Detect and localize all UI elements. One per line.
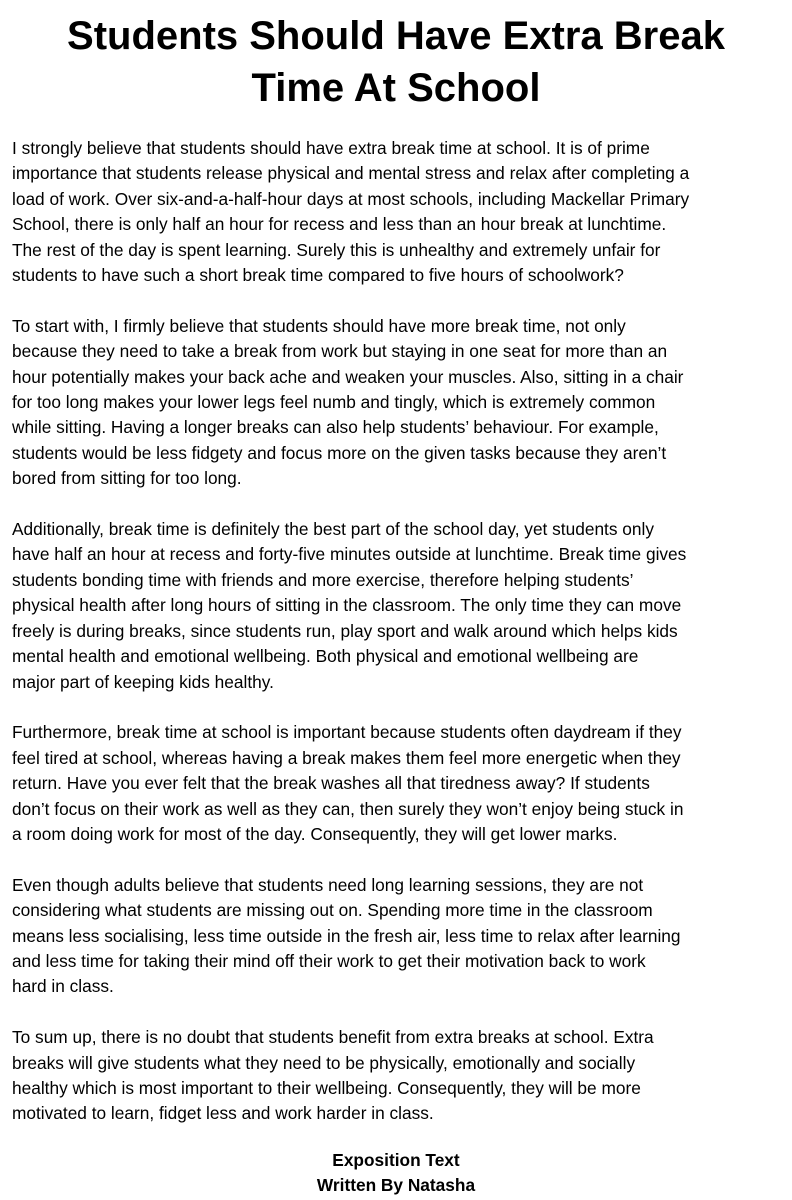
paragraph-line: hour potentially makes your back ache and weaken your muscles. Also, sitting in a chair <box>12 366 684 387</box>
paragraph-line: considering what students are missing out on. Spending more time in the classroom <box>12 900 653 921</box>
paragraph-5 <box>12 873 782 1000</box>
genre-label: Exposition Text <box>332 1150 460 1170</box>
paragraph-line: means less socialising, less time outside in the fresh air, less time to relax after learning <box>12 925 681 946</box>
paragraph-line: motivated to learn, fidget less and work harder in class. <box>12 1103 434 1124</box>
paragraph-3 <box>12 517 782 695</box>
paragraph-line: bored from sitting for too long. <box>12 468 242 489</box>
paragraph-line: physical health after long hours of sitting in the classroom. The only time they can move <box>12 595 682 616</box>
paragraph-line: load of work. Over six-and-a-half-hour days at most schools, including Mackellar Primary <box>12 188 690 209</box>
paragraph-6 <box>12 1025 782 1127</box>
paragraph-line: have half an hour at recess and forty-five minutes outside at lunchtime. Break time gives <box>12 544 687 565</box>
paragraph-1 <box>12 136 782 288</box>
paragraph-line: a room doing work for most of the day. Consequently, they will get lower marks. <box>12 823 618 844</box>
paragraph-line: don’t focus on their work as well as they can, then surely they won’t enjoy being stuck in <box>12 798 684 819</box>
paragraph-2 <box>12 314 782 492</box>
paragraph-line: and less time for taking their mind off their work to get their motivation back to work <box>12 950 646 971</box>
title-line-2: Time At School <box>251 66 541 110</box>
document-footer <box>0 1148 792 1198</box>
paragraph-line: students bonding time with friends and more exercise, therefore helping students’ <box>12 569 634 590</box>
paragraph-line: major part of keeping kids healthy. <box>12 671 274 692</box>
document-title <box>12 10 780 114</box>
paragraph-line: students would be less fidgety and focus more on the given tasks because they aren’t <box>12 442 667 463</box>
paragraph-line: Furthermore, break time at school is important because students often daydream if they <box>12 722 682 743</box>
paragraph-line: I strongly believe that students should have extra break time at school. It is of prime <box>12 138 650 158</box>
author-label: Written By Natasha <box>316 1175 476 1195</box>
paragraph-line: because they need to take a break from work but staying in one seat for more than an <box>12 341 668 362</box>
paragraph-line: students to have such a short break time compared to five hours of schoolwork? <box>12 265 624 286</box>
paragraph-line: return. Have you ever felt that the break washes all that tiredness away? If students <box>12 773 650 794</box>
title-line-1: Students Should Have Extra Break <box>67 14 725 58</box>
paragraph-line: mental health and emotional wellbeing. Both physical and emotional wellbeing are <box>12 646 639 667</box>
paragraph-line: The rest of the day is spent learning. Surely this is unhealthy and extremely unfair for <box>12 239 661 260</box>
paragraph-line: Even though adults believe that students need long learning sessions, they are not <box>12 874 644 895</box>
paragraph-line: School, there is only half an hour for recess and less than an hour break at lunchtime. <box>12 214 667 235</box>
paragraph-4 <box>12 720 782 847</box>
paragraph-line: Additionally, break time is definitely the best part of the school day, yet students only <box>12 519 654 540</box>
paragraph-line: for too long makes your lower legs feel numb and tingly, which is extremely common <box>12 392 656 413</box>
paragraph-line: hard in class. <box>12 976 114 997</box>
paragraph-line: To start with, I firmly believe that students should have more break time, not only <box>12 315 626 336</box>
paragraph-line: feel tired at school, whereas having a break makes them feel more energetic when they <box>12 747 681 768</box>
paragraph-line: while sitting. Having a longer breaks can also help students’ behaviour. For example, <box>12 417 659 438</box>
paragraph-line: importance that students release physical and mental stress and relax after completing a <box>12 163 690 184</box>
paragraph-line: To sum up, there is no doubt that students benefit from extra breaks at school. Extra <box>12 1027 654 1048</box>
paragraph-line: breaks will give students what they need to be physically, emotionally and socially <box>12 1052 636 1073</box>
document-body <box>12 136 782 1152</box>
paragraph-line: healthy which is most important to their wellbeing. Consequently, they will be more <box>12 1077 641 1098</box>
paragraph-line: freely is during breaks, since students run, play sport and walk around which helps kids <box>12 620 678 641</box>
